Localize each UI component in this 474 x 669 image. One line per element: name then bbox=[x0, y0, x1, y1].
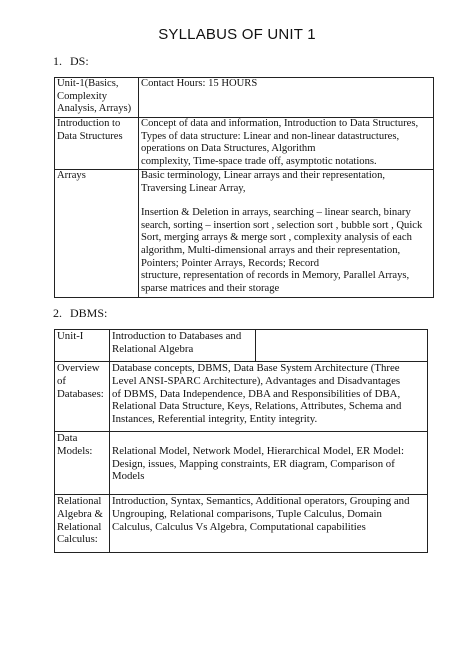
table-row bbox=[55, 330, 428, 362]
section-number: 2. bbox=[53, 306, 62, 320]
topic-cell: Introduction to Data Structures bbox=[55, 118, 139, 170]
section-title: DS: bbox=[70, 54, 89, 68]
table-row bbox=[55, 432, 428, 495]
unit-cell: Unit-1(Basics, Complexity Analysis, Arrays) bbox=[55, 78, 139, 118]
topic-cell: Arrays bbox=[55, 170, 139, 298]
unit-title-cell: Introduction to Databases and Relational Algebra bbox=[110, 330, 256, 362]
table-row bbox=[55, 118, 434, 170]
contact-hours-cell: Contact Hours: 15 HOURS bbox=[139, 78, 434, 118]
table-row bbox=[55, 362, 428, 432]
page-title: SYLLABUS OF UNIT 1 bbox=[158, 26, 316, 43]
unit-cell: Unit-I bbox=[55, 330, 110, 362]
table-row bbox=[55, 78, 434, 118]
topic-cell: Relational Algebra & Relational Calculus: bbox=[55, 495, 110, 553]
content-cell: Basic terminology, Linear arrays and their representation, Traversing Linear Array, Insertion & Deletion in arrays, searching – linear search, binary search, sorting – insertion sort , selection sort , bubble sort , Quick Sort, merging arrays & merge sort , complexity analysis of each algorithm, Multi-dimensional arrays and their representation, Pointers; Pointer Arrays, Records; Record structure, representation of records in Memory, Parallel Arrays, sparse matrices and their storage bbox=[139, 170, 434, 298]
content-cell: Relational Model, Network Model, Hierarchical Model, ER Model: Design, issues, Mapping constraints, ER diagram, Comparison of Models bbox=[110, 432, 428, 495]
content-cell: Database concepts, DBMS, Data Base System Architecture (Three Level ANSI-SPARC Architecture), Advantages and Disadvantages of DBMS, Data Independence, DBA and Responsibilities of DBA, Relational Data Structure, Keys, Relations, Attributes, Schema and Instances, Referential integrity, Entity integrity. bbox=[110, 362, 428, 432]
ds-syllabus-table bbox=[54, 77, 434, 298]
topic-cell: Data Models: bbox=[55, 432, 110, 495]
table-row bbox=[55, 495, 428, 553]
empty-cell bbox=[256, 330, 428, 362]
table-row bbox=[55, 170, 434, 298]
dbms-syllabus-table bbox=[54, 329, 428, 553]
section-heading-ds bbox=[46, 54, 89, 69]
section-title: DBMS: bbox=[70, 306, 108, 320]
content-cell: Concept of data and information, Introduction to Data Structures, Types of data structure: Linear and non-linear datastructures, operations on Data Structures, Algorithm complexity, Time-space trade off, asymptotic notations. bbox=[139, 118, 434, 170]
section-number: 1. bbox=[53, 54, 62, 68]
content-cell: Introduction, Syntax, Semantics, Additional operators, Grouping and Ungrouping, Relational comparisons, Tuple Calculus, Domain Calculus, Calculus Vs Algebra, Computational capabilities bbox=[110, 495, 428, 553]
topic-cell: Overview of Databases: bbox=[55, 362, 110, 432]
section-heading-dbms bbox=[46, 306, 107, 321]
